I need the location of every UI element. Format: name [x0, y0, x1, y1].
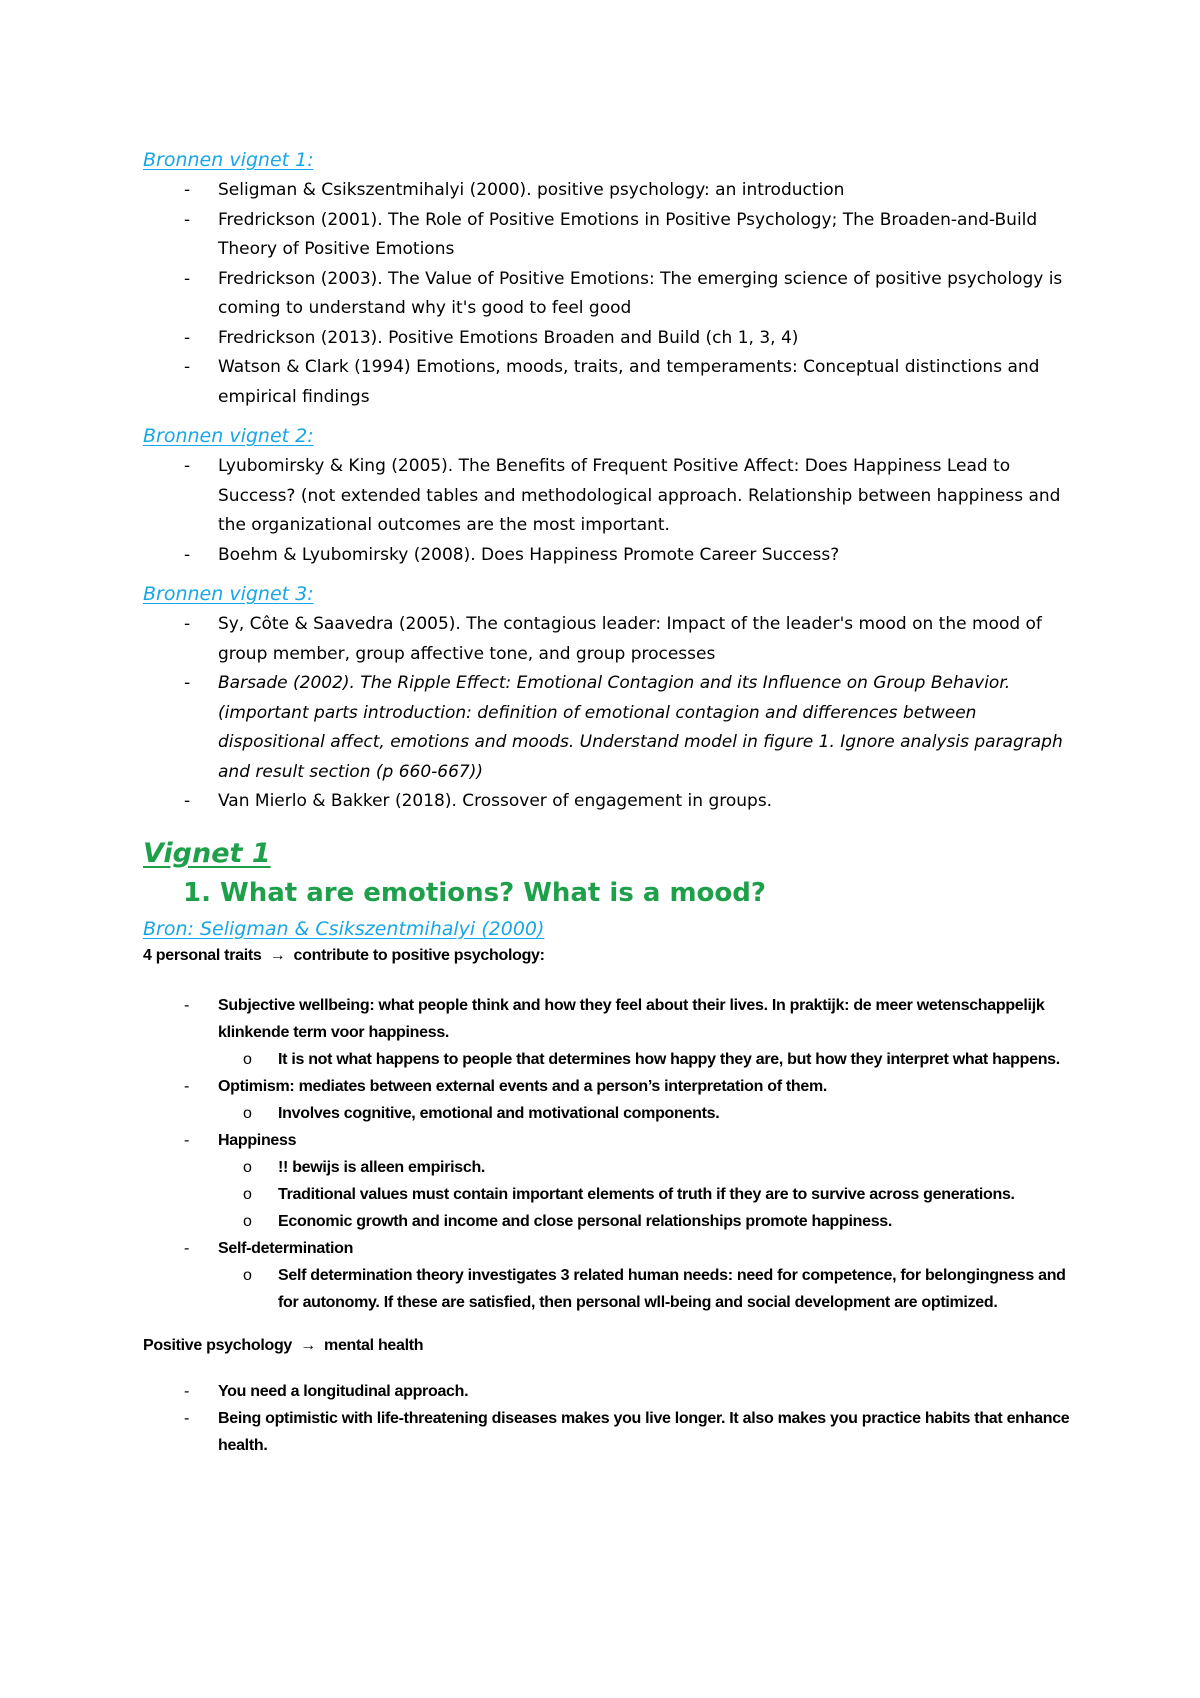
source-item-text: Sy, Côte & Saavedra (2005). The contagious leader: Impact of the leader's mood on the mood of group member, group affective tone, and group processes	[218, 614, 1042, 664]
health-intro-right: mental health	[324, 1336, 424, 1354]
circle-bullet-icon: o	[243, 1158, 252, 1176]
list-item	[143, 1405, 1073, 1459]
sub-list-item	[218, 1181, 1073, 1208]
list-item	[143, 1378, 1073, 1405]
source-item-text: Fredrickson (2003). The Value of Positive Emotions: The emerging science of positive psychology is coming to understand why it's good to feel good	[218, 268, 1063, 318]
trait-text: Optimism: mediates between external events and a person’s interpretation of them.	[218, 1077, 828, 1095]
sub-item-text: Traditional values must contain important elements of truth if they are to survive across generations.	[278, 1185, 1015, 1203]
sub-list-item	[218, 1262, 1073, 1316]
trait-text: Self-determination	[218, 1239, 354, 1257]
dash-bullet-icon: -	[184, 544, 191, 565]
circle-bullet-icon: o	[243, 1212, 252, 1230]
sources-section	[143, 148, 1073, 817]
sub-list-item	[218, 1046, 1073, 1073]
health-item-text: You need a longitudinal approach.	[218, 1382, 469, 1400]
dash-bullet-icon: -	[184, 1131, 190, 1149]
document-content	[143, 148, 1073, 1459]
dash-bullet-icon: -	[184, 614, 191, 634]
sub-item-text: !! bewijs is alleen empirisch.	[278, 1158, 486, 1176]
list-item	[143, 787, 1073, 817]
bron-reference: Bron: Seligman & Csikszentmihalyi (2000)	[143, 917, 545, 940]
sources-list	[143, 452, 1073, 570]
list-item	[143, 669, 1073, 787]
arrow-right-icon: →	[269, 946, 286, 964]
dash-bullet-icon: -	[184, 327, 191, 348]
arrow-right-icon: →	[300, 1336, 316, 1354]
dash-bullet-icon: -	[184, 673, 191, 693]
trait-text: Happiness	[218, 1131, 297, 1149]
sources-heading: Bronnen vignet 3:	[143, 583, 314, 605]
health-intro	[143, 1334, 1073, 1358]
traits-intro-right: contribute to positive psychology:	[293, 946, 545, 964]
sub-item-text: Involves cognitive, emotional and motivational components.	[278, 1104, 720, 1122]
list-item	[143, 353, 1073, 412]
dash-bullet-icon: -	[184, 1409, 190, 1427]
sub-list	[218, 1046, 1073, 1073]
traits-intro	[143, 944, 1073, 968]
source-item-text: Fredrickson (2013). Positive Emotions Broaden and Build (ch 1, 3, 4)	[218, 327, 799, 348]
dash-bullet-icon: -	[184, 268, 191, 289]
sub-list-item	[218, 1208, 1073, 1235]
list-item	[143, 265, 1073, 324]
sub-list-item	[218, 1154, 1073, 1181]
list-item	[143, 324, 1073, 354]
dash-bullet-icon: -	[184, 1239, 190, 1257]
list-item	[143, 206, 1073, 265]
list-item	[143, 992, 1073, 1073]
circle-bullet-icon: o	[243, 1104, 252, 1122]
sub-item-text: Economic growth and income and close personal relationships promote happiness.	[278, 1212, 893, 1230]
health-list	[143, 1378, 1073, 1459]
list-item	[143, 1235, 1073, 1316]
list-item	[143, 541, 1073, 571]
vignet-title: Vignet 1	[143, 837, 271, 869]
health-item-text: Being optimistic with life-threatening diseases makes you live longer. It also makes you practice habits that enhance health.	[218, 1409, 1070, 1454]
sub-item-text: Self determination theory investigates 3 related human needs: need for competence, for belongingness and for autonomy. If these are satisfied, then personal wll-being and social development are optimized.	[278, 1266, 1066, 1311]
sub-item-text: It is not what happens to people that determines how happy they are, but how they interpret what happens.	[278, 1050, 1060, 1068]
source-item-text: Fredrickson (2001). The Role of Positive Emotions in Positive Psychology; The Broaden-and-Build Theory of Positive Emotions	[218, 209, 1038, 259]
dash-bullet-icon: -	[184, 1382, 190, 1400]
list-item	[143, 1073, 1073, 1127]
sources-heading: Bronnen vignet 1:	[143, 149, 314, 171]
traits-list	[143, 992, 1073, 1316]
sub-list	[218, 1154, 1073, 1235]
source-item-text: Seligman & Csikszentmihalyi (2000). positive psychology: an introduction	[218, 180, 845, 200]
dash-bullet-icon: -	[184, 209, 191, 230]
circle-bullet-icon: o	[243, 1185, 252, 1203]
sub-list	[218, 1262, 1073, 1316]
dash-bullet-icon: -	[184, 996, 190, 1014]
list-item	[143, 176, 1073, 206]
sub-list-item	[218, 1100, 1073, 1127]
dash-bullet-icon: -	[184, 456, 191, 476]
dash-bullet-icon: -	[184, 791, 191, 811]
circle-bullet-icon: o	[243, 1050, 252, 1068]
dash-bullet-icon: -	[184, 180, 191, 200]
sources-list	[143, 610, 1073, 817]
dash-bullet-icon: -	[184, 357, 191, 377]
source-item-text: Van Mierlo & Bakker (2018). Crossover of engagement in groups.	[218, 791, 773, 811]
sources-heading: Bronnen vignet 2:	[143, 425, 314, 447]
circle-bullet-icon: o	[243, 1266, 252, 1284]
dash-bullet-icon: -	[184, 1077, 190, 1095]
list-item	[143, 452, 1073, 541]
traits-intro-left: 4 personal traits	[143, 946, 262, 964]
source-item-text: Lyubomirsky & King (2005). The Benefits of Frequent Positive Affect: Does Happiness Lead to Success? (not extended tables and methodological approach. Relationship between happiness and the organizational outcomes are the most important.	[218, 456, 1061, 535]
health-intro-left: Positive psychology	[143, 1336, 293, 1354]
source-item-text: Barsade (2002). The Ripple Effect: Emotional Contagion and its Influence on Group Behavior. (important parts introduction: definition of emotional contagion and differences between dispositional affect, emotions and moods. Understand model in figure 1. Ignore analysis paragraph and result section (p 660-667))	[218, 673, 1063, 782]
source-item-text: Boehm & Lyubomirsky (2008). Does Happiness Promote Career Success?	[218, 544, 840, 565]
source-item-text: Watson & Clark (1994) Emotions, moods, traits, and temperaments: Conceptual distinctions and empirical findings	[218, 357, 1040, 407]
sources-list	[143, 176, 1073, 412]
trait-text: Subjective wellbeing: what people think and how they feel about their lives. In praktijk: de meer wetenschappelijk klinkende term voor happiness.	[218, 996, 1045, 1041]
sub-list	[218, 1100, 1073, 1127]
list-item	[143, 610, 1073, 669]
question-heading: 1. What are emotions? What is a mood?	[183, 877, 766, 908]
list-item	[143, 1127, 1073, 1235]
